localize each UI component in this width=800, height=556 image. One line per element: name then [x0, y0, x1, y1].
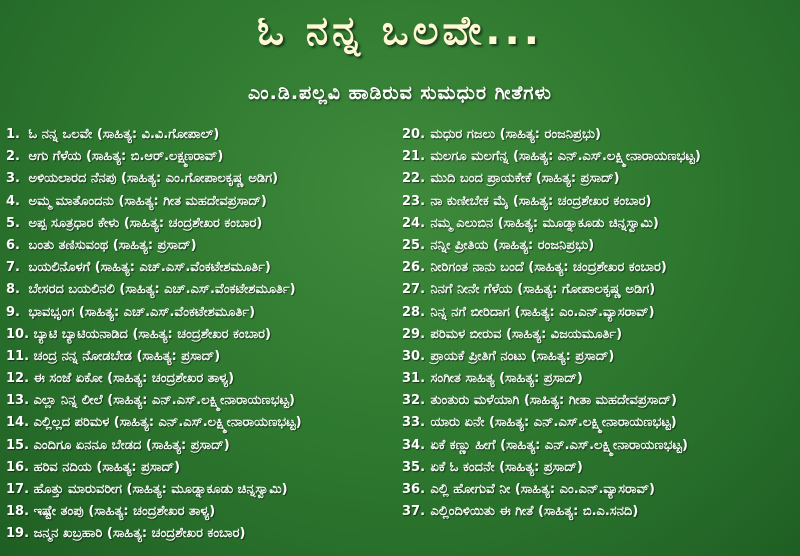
- song-text: ನನ್ನೀ ಪ್ರೀತಿಯ (ಸಾಹಿತ್ಯ: ರಂಜನಿಪ್ರಭು): [430, 237, 595, 253]
- song-number: 4.: [6, 193, 20, 209]
- song-text: ಎಲ್ಲಿಂದಿಳಿಯಿತು ಈ ಗೀತೆ (ಸಾಹಿತ್ಯ: ಬಿ.ಎ.ಸನದಿ): [430, 504, 639, 520]
- song-text: ಪರಿಮಳ ಬೀರುವ (ಸಾಹಿತ್ಯ: ವಿಜಯಮೂರ್ತಿ): [430, 326, 623, 342]
- song-number: 25.: [402, 237, 426, 253]
- song-item: [6, 346, 398, 368]
- song-text: ಜನ್ಮನ ಖಬ್ರಹಾರಿ (ಸಾಹಿತ್ಯ: ಚಂದ್ರಶೇಖರ ಕಂಬಾರ): [33, 526, 246, 542]
- song-number: 16.: [6, 459, 30, 475]
- song-text: ಎಲ್ಲಾ ನಿನ್ನ ಲೀಲೆ (ಸಾಹಿತ್ಯ: ಎನ್.ಎಸ್.ಲಕ್ಷ್ಮೀನಾರಾಯಣಭಟ್ಟ): [33, 393, 295, 409]
- song-item: [402, 324, 796, 346]
- song-item: [6, 191, 398, 213]
- song-item: [402, 235, 796, 257]
- song-item: [402, 168, 796, 190]
- song-text: ಮಧುರ ಗಜಲು (ಸಾಹಿತ್ಯ: ರಂಜನಿಪ್ರಭು): [430, 127, 601, 142]
- song-text: ನಾ ಕುಣೀಬೇಕ ಮೈ (ಸಾಹಿತ್ಯ: ಚಂದ್ರಶೇಖರ ಕಂಬಾರ): [430, 193, 652, 209]
- song-number: 26.: [402, 260, 426, 276]
- song-text: ಹರಿವ ನದಿಯ (ಸಾಹಿತ್ಯ: ಪ್ರಸಾದ್): [33, 459, 181, 475]
- song-item: [6, 124, 398, 146]
- song-item: [402, 368, 796, 390]
- song-item: [6, 213, 398, 235]
- song-text: ಮಲಗೂ ಮಲಗೆನ್ನ (ಸಾಹಿತ್ಯ: ಎನ್.ಎಸ್.ಲಕ್ಷ್ಮೀನಾರಾಯಣಭಟ್ಟ): [430, 149, 701, 165]
- song-text: ಬ್ಯಾಟಿ ಬ್ಯಾಟಿಯನಾಡಿದ (ಸಾಹಿತ್ಯ: ಚಂದ್ರಶೇಖರ ಕಂಬಾರ): [33, 326, 271, 342]
- song-item: [402, 390, 796, 412]
- song-item: [402, 213, 796, 235]
- song-item: [402, 479, 796, 501]
- song-number: 34.: [402, 437, 426, 453]
- song-number: 6.: [6, 237, 20, 253]
- song-number: 1.: [6, 127, 20, 142]
- song-text: ಭಾವಭೃಂಗ (ಸಾಹಿತ್ಯ: ಎಚ್.ಎಸ್.ವೆಂಕಟೇಶಮೂರ್ತಿ): [28, 304, 256, 320]
- song-number: 10.: [6, 326, 30, 342]
- song-text: ಬೇಸರದ ಬಯಲಿನಲಿ (ಸಾಹಿತ್ಯ: ಎಚ್.ಎಸ್.ವೆಂಕಟೇಶಮೂರ್ತಿ): [28, 282, 296, 298]
- song-text: ನೀರಿಗಂತ ನಾನು ಬಂದೆ (ಸಾಹಿತ್ಯ: ಚಂದ್ರಶೇಖರ ಕಂಬಾರ): [430, 260, 667, 276]
- song-text: ತುಂತುರು ಮಳೆಯಾಗಿ (ಸಾಹಿತ್ಯ: ಗೀತಾ ಮಹದೇವಪ್ರಸಾದ್): [430, 393, 677, 409]
- song-text: ನಿನಗೆ ನೀನೇ ಗೆಳೆಯ (ಸಾಹಿತ್ಯ: ಗೋಪಾಲಕೃಷ್ಣ ಅಡಿಗ): [430, 282, 656, 298]
- song-text: ಬಂತು ತಣಿಸುವಂಥ (ಸಾಹಿತ್ಯ: ಪ್ರಸಾದ್): [28, 237, 197, 253]
- song-item: [402, 191, 796, 213]
- song-text: ಏಕೆ ಕಣ್ಣು ಹೀಗೆ (ಸಾಹಿತ್ಯ: ಎನ್.ಎಸ್.ಲಕ್ಷ್ಮೀನಾರಾಯಣಭಟ್ಟ): [430, 437, 688, 453]
- song-item: [6, 457, 398, 479]
- song-item: [6, 523, 398, 545]
- song-number: 18.: [6, 504, 30, 520]
- song-item: [6, 257, 398, 279]
- song-text: ಸಂಗೀತ ಸಾಹಿತ್ಯ (ಸಾಹಿತ್ಯ: ಪ್ರಸಾದ್): [430, 371, 583, 387]
- song-text: ಆಗು ಗೆಳೆಯ (ಸಾಹಿತ್ಯ: ಬಿ.ಆರ್.ಲಕ್ಷ್ಮಣರಾವ್): [28, 149, 224, 165]
- song-number: 11.: [6, 348, 30, 364]
- song-item: [402, 302, 796, 324]
- song-text: ಮುದಿ ಬಂದ ಪ್ರಾಯಕೇಕೆ (ಸಾಹಿತ್ಯ: ಪ್ರಸಾದ್): [430, 171, 620, 187]
- song-number: 17.: [6, 482, 30, 497]
- song-item: [402, 412, 796, 434]
- song-text: ನಮ್ಮ ಎಲುಬಿನ (ಸಾಹಿತ್ಯ: ಮೂಡ್ನಾಕೂಡು ಚಿನ್ನಸ್ವಾಮಿ): [430, 215, 659, 231]
- song-text: ಎಲ್ಲಿಲ್ಲದ ಪರಿಮಳ (ಸಾಹಿತ್ಯ: ಎನ್.ಎಸ್.ಲಕ್ಷ್ಮೀನಾರಾಯಣಭಟ್ಟ): [33, 415, 302, 431]
- song-number: 37.: [402, 504, 426, 520]
- song-text: ಹೊತ್ತು ಮಾರುವರೀಗ (ಸಾಹಿತ್ಯ: ಮೂಡ್ನಾಕೂಡು ಚಿನ್ನಸ್ವಾಮಿ): [33, 482, 288, 497]
- song-number: 19.: [6, 526, 30, 542]
- song-number: 14.: [6, 415, 30, 431]
- song-number: 22.: [402, 171, 426, 187]
- song-text: ಬಯಲಿನೊಳಗೆ (ಸಾಹಿತ್ಯ: ಎಚ್.ಎಸ್.ವೆಂಕಟೇಶಮೂರ್ತಿ): [28, 260, 271, 276]
- song-number: 33.: [402, 415, 426, 431]
- song-item: [6, 235, 398, 257]
- song-item: [6, 390, 398, 412]
- song-item: [6, 168, 398, 190]
- song-number: 20.: [402, 127, 426, 142]
- song-item: [402, 124, 796, 146]
- song-item: [402, 257, 796, 279]
- song-item: [6, 435, 398, 457]
- song-number: 32.: [402, 393, 426, 409]
- song-number: 12.: [6, 371, 30, 387]
- song-number: 5.: [6, 215, 20, 231]
- song-number: 13.: [6, 393, 30, 409]
- song-number: 21.: [402, 149, 426, 165]
- song-number: 3.: [6, 171, 20, 187]
- song-text: ಏಕೆ ಓ ಕಂದನೇ (ಸಾಹಿತ್ಯ: ಪ್ರಸಾದ್): [430, 459, 583, 475]
- song-text: ಎಲ್ಲಿ ಹೋಗುವೆ ನೀ (ಸಾಹಿತ್ಯ: ಎಂ.ಎನ್.ವ್ಯಾಸರಾವ್): [430, 482, 655, 497]
- song-number: 36.: [402, 482, 426, 497]
- song-number: 28.: [402, 304, 426, 320]
- song-item: [6, 302, 398, 324]
- song-number: 24.: [402, 215, 426, 231]
- song-item: [6, 279, 398, 301]
- song-text: ಓ ನನ್ನ ಒಲವೇ (ಸಾಹಿತ್ಯ: ವಿ.ವಿ.ಗೋಪಾಲ್): [28, 127, 220, 142]
- song-number: 23.: [402, 193, 426, 209]
- song-text: ನಿನ್ನ ನಗೆ ಬೀರಿದಾಗ (ಸಾಹಿತ್ಯ: ಎಂ.ಎನ್.ವ್ಯಾಸರಾವ್): [430, 304, 655, 320]
- song-list-left: [6, 124, 398, 546]
- song-item: [402, 146, 796, 168]
- song-number: 9.: [6, 304, 20, 320]
- song-item: [6, 479, 398, 501]
- song-number: 7.: [6, 260, 20, 276]
- song-item: [402, 501, 796, 523]
- song-text: ಅಪ್ಪ ಸೂತ್ರಧಾರ ಕೇಳು (ಸಾಹಿತ್ಯ: ಚಂದ್ರಶೇಖರ ಕಂಬಾರ): [28, 215, 263, 231]
- song-text: ಅಮ್ಮ ಮಾತೊಂದನು (ಸಾಹಿತ್ಯ: ಗೀತ ಮಹದೇವಪ್ರಸಾದ್): [28, 193, 267, 209]
- song-item: [402, 457, 796, 479]
- song-text: ಯಾರು ಏನೇ (ಸಾಹಿತ್ಯ: ಎನ್.ಎಸ್.ಲಕ್ಷ್ಮೀನಾರಾಯಣಭಟ್ಟ): [430, 415, 677, 431]
- song-item: [6, 324, 398, 346]
- song-list-right: [402, 124, 796, 523]
- song-number: 30.: [402, 348, 426, 364]
- song-text: ಎಂದಿಗೂ ಏನನೂ ಬೇಡದ (ಸಾಹಿತ್ಯ: ಪ್ರಸಾದ್): [33, 437, 230, 453]
- song-text: ಇಷ್ಟೇ ತಂಪು (ಸಾಹಿತ್ಯ: ಚಂದ್ರಶೇಖರ ತಾಳ್ಯ): [33, 504, 216, 520]
- song-item: [402, 279, 796, 301]
- album-title: ಓ ನನ್ನ ಒಲವೇ...: [257, 8, 543, 54]
- song-text: ಪ್ರಾಯಕೆ ಪ್ರೀತಿಗೆ ನಂಟು (ಸಾಹಿತ್ಯ: ಪ್ರಸಾದ್): [430, 348, 615, 364]
- song-number: 8.: [6, 282, 20, 298]
- song-item: [402, 346, 796, 368]
- song-text: ಈ ಸಂಜೆ ಏಕೋ (ಸಾಹಿತ್ಯ: ಚಂದ್ರಶೇಖರ ತಾಳ್ಯ): [33, 371, 235, 387]
- album-subtitle: ಎಂ.ಡಿ.ಪಲ್ಲವಿ ಹಾಡಿರುವ ಸುಮಧುರ ಗೀತೆಗಳು: [248, 82, 552, 104]
- song-text: ಅಳಿಯಲಾರದ ನೆನಪು (ಸಾಹಿತ್ಯ: ಎಂ.ಗೋಪಾಲಕೃಷ್ಣ ಅಡಿಗ): [28, 171, 279, 187]
- song-number: 35.: [402, 459, 426, 475]
- song-item: [402, 435, 796, 457]
- song-number: 27.: [402, 282, 426, 298]
- song-number: 2.: [6, 149, 20, 165]
- song-text: ಚಂದ್ರ ನನ್ನ ನೋಡಬೇಡ (ಸಾಹಿತ್ಯ: ಪ್ರಸಾದ್): [33, 348, 221, 364]
- song-number: 31.: [402, 371, 426, 387]
- song-item: [6, 501, 398, 523]
- song-number: 15.: [6, 437, 30, 453]
- song-item: [6, 412, 398, 434]
- song-number: 29.: [402, 326, 426, 342]
- song-item: [6, 368, 398, 390]
- song-item: [6, 146, 398, 168]
